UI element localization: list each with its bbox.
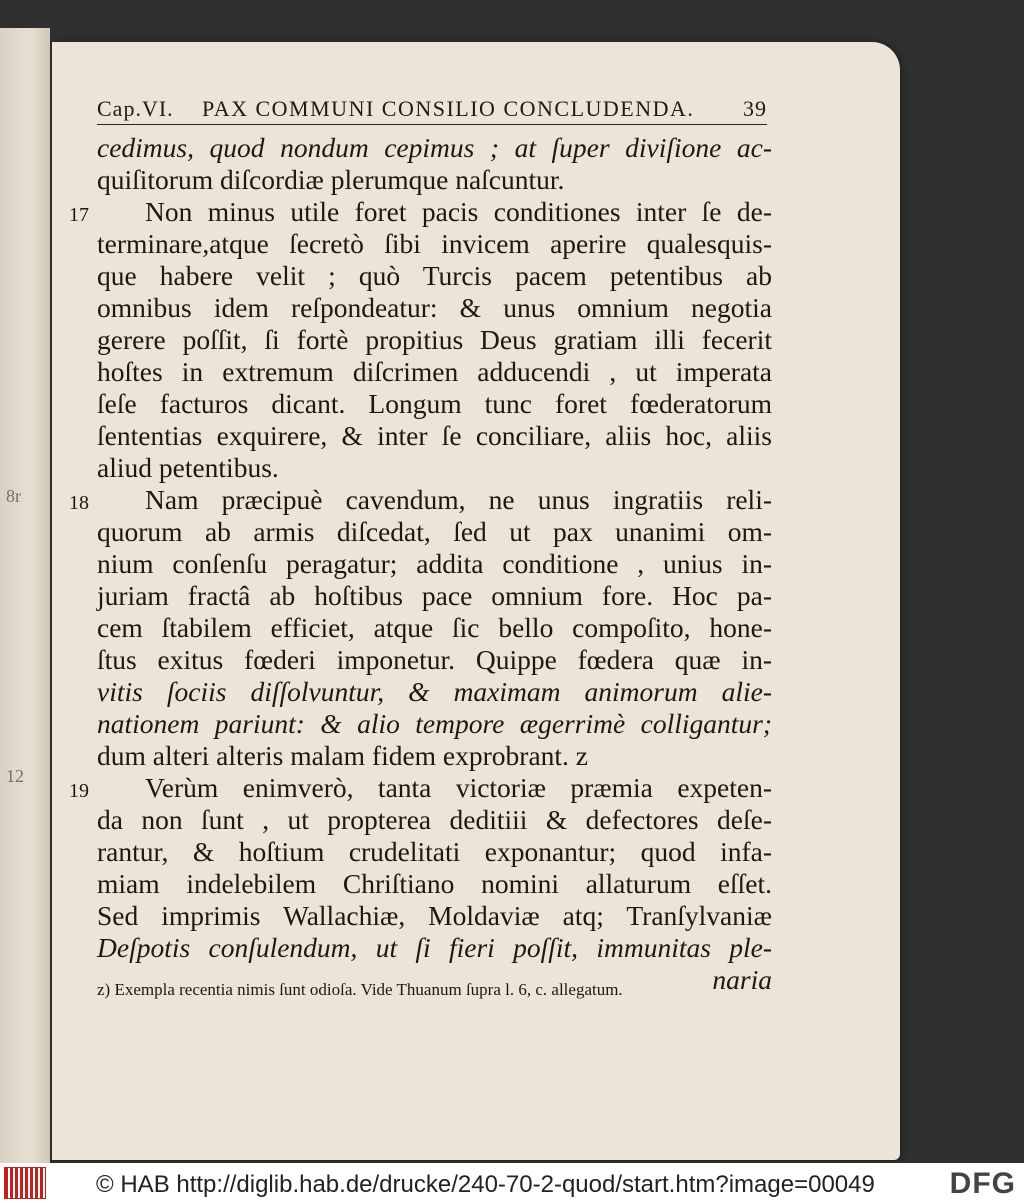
paragraph-number: 17 xyxy=(69,204,89,226)
text-line: quiſitorum diſcordiæ plerumque naſcuntur. xyxy=(97,164,565,195)
running-header xyxy=(97,92,767,128)
text-line: gerere poſſit, ſi fortè propitius Deus gratiam illi fecerit xyxy=(97,324,772,355)
running-title: PAX COMMUNI CONSILIO CONCLUDENDA. xyxy=(202,96,695,121)
text-line: Sed imprimis Wallachiæ, Moldaviæ atq; Tranſylvaniæ xyxy=(97,900,772,931)
left-page-mark: 12 xyxy=(6,766,24,786)
hab-logo-icon xyxy=(4,1167,46,1199)
text-line: terminare,atque ſecretò ſibi invicem aperire qualesquis- xyxy=(97,228,772,259)
left-page-edge xyxy=(0,28,50,1163)
text-line: dum alteri alteris malam fidem exprobrant. z xyxy=(97,740,588,771)
text-line: da non ſunt , ut propterea deditiii & defectores deſe- xyxy=(97,804,772,835)
text-line: ſententias exquirere, & inter ſe conciliare, aliis hoc, aliis xyxy=(97,420,772,451)
book-page xyxy=(52,42,900,1160)
text-line: omnibus idem reſpondeatur: & unus omnium negotia xyxy=(97,292,772,323)
chapter-label: Cap.VI. xyxy=(97,96,174,121)
header-rule xyxy=(97,124,767,125)
text-line: miam indelebilem Chriſtiano nomini allaturum eſſet. xyxy=(97,868,772,899)
footer-bar xyxy=(0,1163,1024,1203)
text-line: rantur, & hoſtium crudelitati exponantur; quod infa- xyxy=(97,836,772,867)
paragraph-number: 19 xyxy=(69,780,89,802)
text-line: ſeſe facturos dicant. Longum tunc foret fœderatorum xyxy=(97,388,772,419)
text-line: vitis ſociis diſſolvuntur, & maximam animorum alie- xyxy=(97,676,772,707)
text-line: Deſpotis conſulendum, ut ſi fieri poſſit, immunitas ple- xyxy=(97,932,772,963)
copyright-url[interactable]: © HAB http://diglib.hab.de/drucke/240-70-2-quod/start.htm?image=00049 xyxy=(96,1171,875,1198)
dfg-logo: DFG xyxy=(949,1167,1016,1200)
text-line: nium conſenſu peragatur; addita conditione , unius in- xyxy=(97,548,772,579)
text-line: Nam præcipuè cavendum, ne unus ingratiis reli- xyxy=(145,484,772,515)
text-line: Non minus utile foret pacis conditiones inter ſe de- xyxy=(145,196,772,227)
paragraph-number: 18 xyxy=(69,492,89,514)
text-line: Verùm enimverò, tanta victoriæ præmia expeten- xyxy=(145,772,772,803)
text-line: que habere velit ; quò Turcis pacem petentibus ab xyxy=(97,260,772,291)
text-line: quorum ab armis diſcedat, ſed ut pax unanimi om- xyxy=(97,516,772,547)
page-number: 39 xyxy=(743,96,767,121)
text-line: nationem pariunt: & alio tempore ægerrimè colligantur; xyxy=(97,708,772,739)
text-line: aliud petentibus. xyxy=(97,452,279,483)
text-line: hoſtes in extremum diſcrimen adducendi , ut imperata xyxy=(97,356,772,387)
page-body xyxy=(69,132,772,996)
text-line: juriam fractâ ab hoſtibus pace omnium fore. Hoc pa- xyxy=(97,580,772,611)
text-line: cem ſtabilem efficiet, atque ſic bello compoſito, hone- xyxy=(97,612,772,643)
left-page-mark: 8r xyxy=(6,486,21,506)
footnote: z) Exempla recentia nimis ſunt odioſa. Vide Thuanum ſupra l. 6, c. allegatum. xyxy=(97,980,623,999)
text-line: ſtus exitus fœderi imponetur. Quippe fœdera quæ in- xyxy=(97,644,772,675)
text-line: cedimus, quod nondum cepimus ; at ſuper diviſione ac- xyxy=(97,132,772,163)
catchword: naria xyxy=(712,964,772,995)
